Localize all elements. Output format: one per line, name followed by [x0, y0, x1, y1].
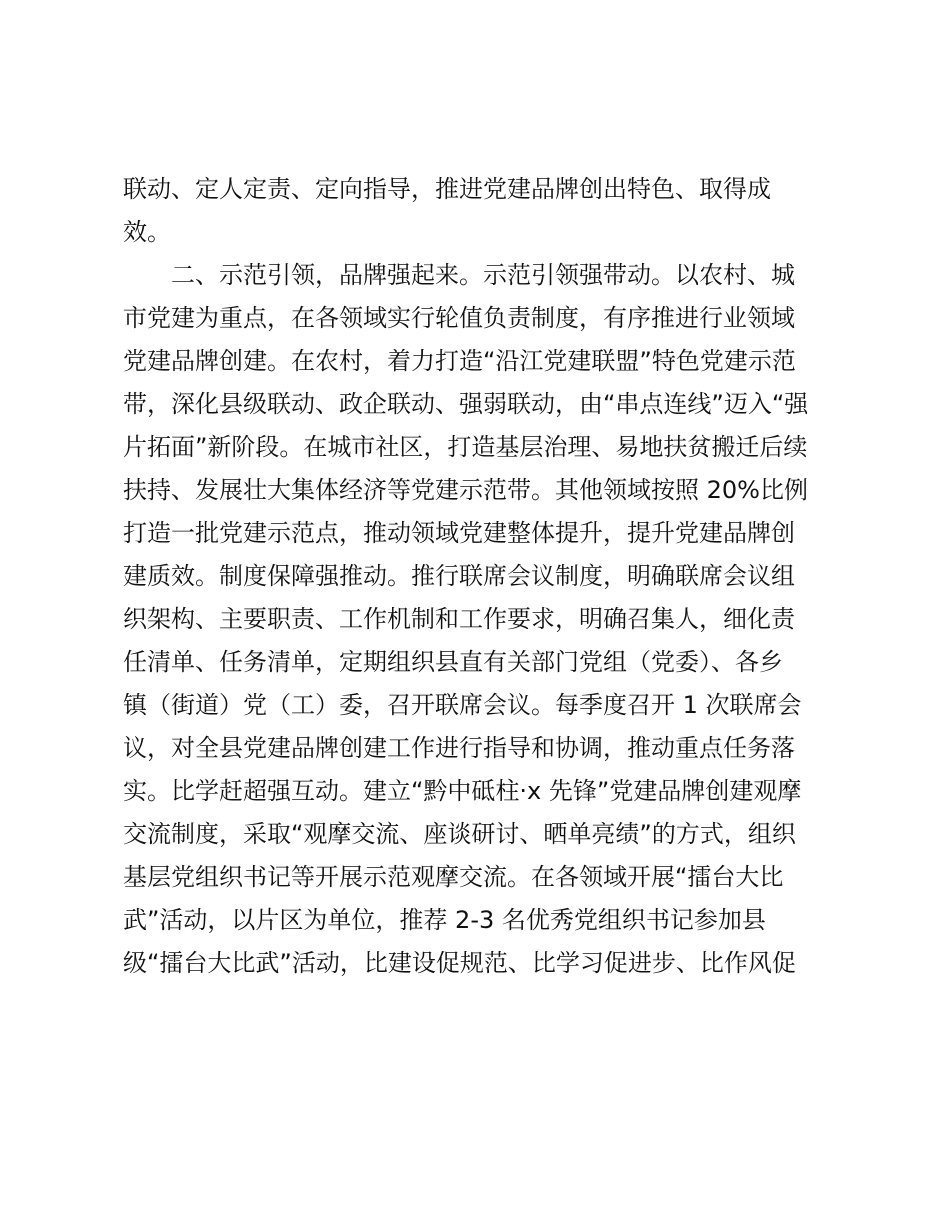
text-line: 实。比学赶超强互动。建立“黔中砥柱·x 先锋”党建品牌创建观摩: [123, 777, 802, 805]
text-line: 打造一批党建示范点，推动领域党建整体提升，提升党建品牌创: [123, 519, 795, 547]
text-line: 片拓面”新阶段。在城市社区，打造基层治理、易地扶贫搬迁后续: [123, 433, 808, 461]
text-line: 市党建为重点，在各领域实行轮值负责制度，有序推进行业领域: [123, 304, 795, 332]
text-line: 交流制度，采取“观摩交流、座谈研讨、晒单亮绩”的方式，组织: [123, 820, 796, 848]
text-line: 党建品牌创建。在农村，着力打造“沿江党建联盟”特色党建示范: [123, 347, 796, 375]
text-line: 镇（街道）党（工）委，召开联席会议。每季度召开 1 次联席会: [123, 691, 802, 719]
text-line: 议，对全县党建品牌创建工作进行指导和协调，推动重点任务落: [123, 734, 795, 762]
text-line: 武”活动，以片区为单位，推荐 2-3 名优秀党组织书记参加县: [123, 906, 766, 934]
text-line: 联动、定人定责、定向指导，推进党建品牌创出特色、取得成: [123, 175, 771, 203]
text-line: 建质效。制度保障强推动。推行联席会议制度，明确联席会议组: [123, 562, 795, 590]
paragraph-first-line: 二、示范引领，品牌强起来。示范引领强带动。以农村、城: [171, 261, 795, 289]
text-line: 带，深化县级联动、政企联动、强弱联动，由“串点连线”迈入“强: [123, 390, 809, 418]
text-line: 织架构、主要职责、工作机制和工作要求，明确召集人，细化责: [123, 605, 795, 633]
text-line: 效。: [123, 218, 171, 246]
body-text: [123, 168, 843, 985]
text-line: 扶持、发展壮大集体经济等党建示范带。其他领域按照 20%比例: [123, 476, 808, 504]
text-line: 级“擂台大比武”活动，比建设促规范、比学习促进步、比作风促: [123, 949, 796, 977]
text-line: 基层党组织书记等开展示范观摩交流。在各领域开展“擂台大比: [123, 863, 784, 891]
text-line: 任清单、任务清单，定期组织县直有关部门党组（党委）、各乡: [123, 648, 783, 676]
